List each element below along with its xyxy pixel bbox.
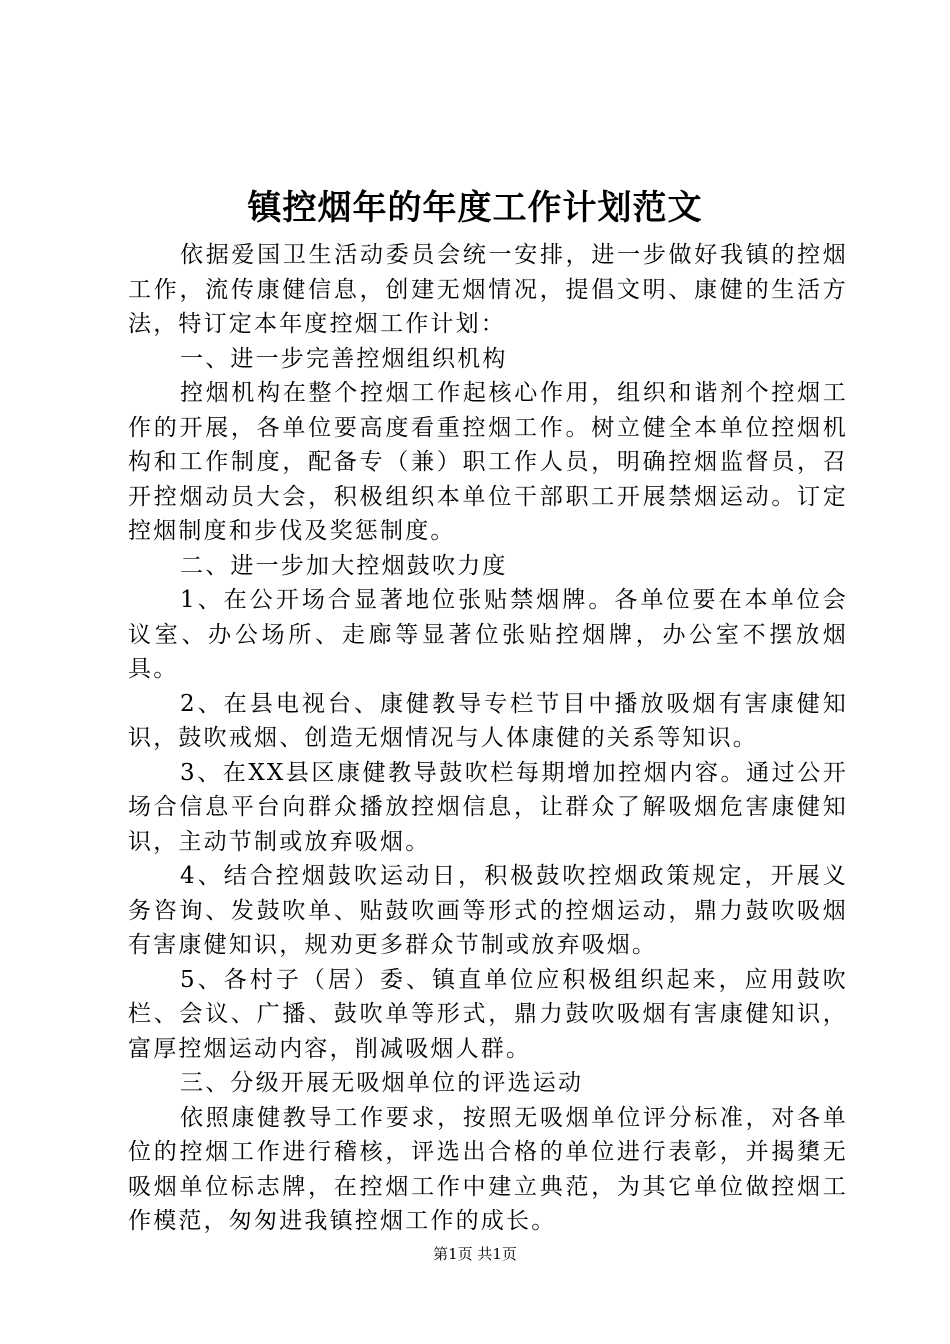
section-2-item-5: 5、各村子（居）委、镇直单位应积极组织起来，应用鼓吹栏、会议、广播、鼓吹单等形式，鼎力鼓吹吸烟有害康健知识，富厚控烟运动内容，削减吸烟人群。 — [128, 966, 848, 1062]
section-heading-1: 一、进一步完善控烟组织机构 — [180, 345, 508, 372]
document-body — [128, 238, 848, 1239]
page-number-footer: 第1页 共1页 — [433, 1245, 517, 1263]
section-2-item-1: 1、在公开场合显著地位张贴禁烟牌。各单位要在本单位会议室、办公场所、走廊等显著位张贴控烟牌，办公室不摆放烟具。 — [128, 587, 848, 682]
section-heading-2: 二、进一步加大控烟鼓吹力度 — [180, 552, 508, 579]
intro-paragraph: 依据爱国卫生活动委员会统一安排，进一步做好我镇的控烟工作，流传康健信息，创建无烟情况，提倡文明、康健的生活方法，特订定本年度控烟工作计划： — [128, 242, 848, 337]
section-2-item-2: 2、在县电视台、康健教导专栏节目中播放吸烟有害康健知识，鼓吹戒烟、创造无烟情况与人体康健的关系等知识。 — [128, 690, 848, 751]
section-heading-3: 三、分级开展无吸烟单位的评选运动 — [180, 1070, 584, 1096]
section-2-item-3: 3、在XX县区康健教导鼓吹栏每期增加控烟内容。通过公开场合信息平台向群众播放控烟信息，让群众了解吸烟危害康健知识，主动节制或放弃吸烟。 — [128, 759, 848, 855]
section-3-paragraph: 依照康健教导工作要求，按照无吸烟单位评分标准，对各单位的控烟工作进行稽核，评选出合格的单位进行表彰，并揭橥无吸烟单位标志牌，在控烟工作中建立典范，为其它单位做控烟工作模范，匆匆进我镇控烟工作的成长。 — [128, 1104, 848, 1234]
section-1-paragraph: 控烟机构在整个控烟工作起核心作用，组织和谐剂个控烟工作的开展，各单位要高度看重控烟工作。树立健全本单位控烟机构和工作制度，配备专（兼）职工作人员，明确控烟监督员，召开控烟动员大会，积极组织本单位干部职工开展禁烟运动。订定控烟制度和步伐及奖惩制度。 — [128, 380, 848, 544]
document-title: 镇控烟年的年度工作计划范文 — [247, 188, 703, 228]
section-2-item-4: 4、结合控烟鼓吹运动日，积极鼓吹控烟政策规定，开展义务咨询、发鼓吹单、贴鼓吹画等形式的控烟运动，鼎力鼓吹吸烟有害康健知识，规劝更多群众节制或放弃吸烟。 — [128, 863, 848, 958]
